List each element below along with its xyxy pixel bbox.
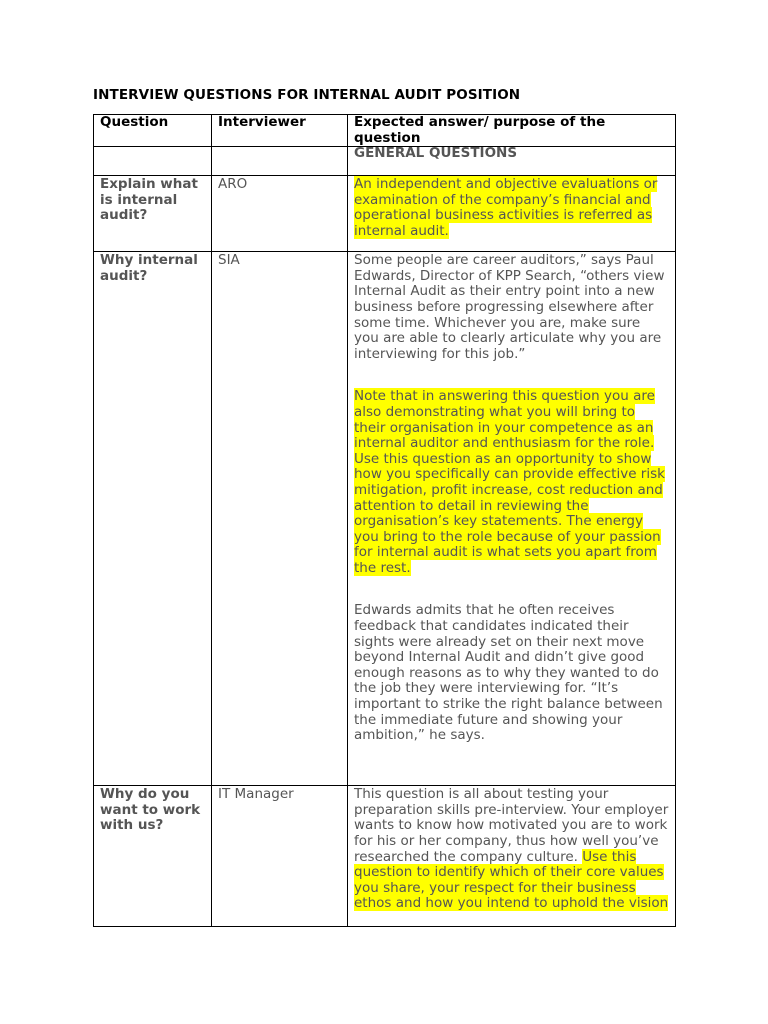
question-cell	[94, 252, 212, 786]
header-interviewer: Interviewer	[212, 115, 348, 147]
interview-questions-table	[93, 114, 676, 927]
question-text: Explain what is internal audit?	[100, 176, 198, 224]
answer-paragraph: Some people are career auditors,” says Paul Edwards, Director of KPP Search, “others view Internal Audit as their entry point into a new business before progressing elsewhere after some time. Whichever you are, make sure you are able to clearly articulate why you are interviewing for this job.”	[354, 252, 665, 362]
table-header-row	[94, 115, 676, 147]
interviewer-text: IT Manager	[218, 786, 294, 803]
table-row	[94, 176, 676, 252]
header-question: Question	[94, 115, 212, 147]
document-title: INTERVIEW QUESTIONS FOR INTERNAL AUDIT POSITION	[93, 87, 521, 103]
section-row	[94, 147, 676, 176]
section-title: GENERAL QUESTIONS	[354, 145, 518, 162]
answer-cell	[348, 176, 676, 252]
question-text: Why internal audit?	[100, 252, 198, 284]
highlighted-answer: Note that in answering this question you are also demonstrating what you will bring to their organisation in your competence as an internal auditor and enthusiasm for the role. Use this question as an opportunity to show how you specifically can provide effective risk mitigation, profit increase, cost reduction and attention to detail in reviewing the organisation’s key statements. The energy you bring to the role because of your passion for internal audit is what sets you apart from the rest.	[354, 388, 665, 576]
header-expected-answer: Expected answer/ purpose of the question	[348, 115, 676, 147]
section-empty-cell	[94, 147, 212, 176]
section-title-cell	[348, 147, 676, 176]
answer-cell	[348, 786, 676, 927]
interviewer-cell	[212, 176, 348, 252]
interviewer-cell	[212, 786, 348, 927]
question-cell	[94, 176, 212, 252]
interviewer-cell	[212, 252, 348, 786]
answer-paragraph: Edwards admits that he often receives feedback that candidates indicated their sights were already set on their next move beyond Internal Audit and didn’t give good enough reasons as to why they wanted to do the job they were interviewing for. “It’s important to strike the right balance between the immediate future and showing your ambition,” he says.	[354, 602, 663, 744]
highlighted-answer: Use this question to identify which of their core values you share, your respect for their business ethos and how you intend to uphold the vision	[354, 848, 669, 912]
table-row	[94, 786, 676, 927]
answer-cell	[348, 252, 676, 786]
table-row	[94, 252, 676, 786]
answer-text: This question is all about testing your preparation skills pre-interview. Your employer wants to know how motivated you are to work for his or her company, thus how well you’ve researched the company culture.	[354, 786, 669, 865]
highlighted-answer: An independent and objective evaluations or examination of the company’s financial and operational business activities is referred as internal audit.	[354, 176, 658, 239]
interviewer-text: ARO	[218, 176, 248, 193]
interviewer-text: SIA	[218, 252, 240, 269]
section-empty-cell	[212, 147, 348, 176]
question-text: Why do you want to work with us?	[100, 786, 201, 834]
question-cell	[94, 786, 212, 927]
